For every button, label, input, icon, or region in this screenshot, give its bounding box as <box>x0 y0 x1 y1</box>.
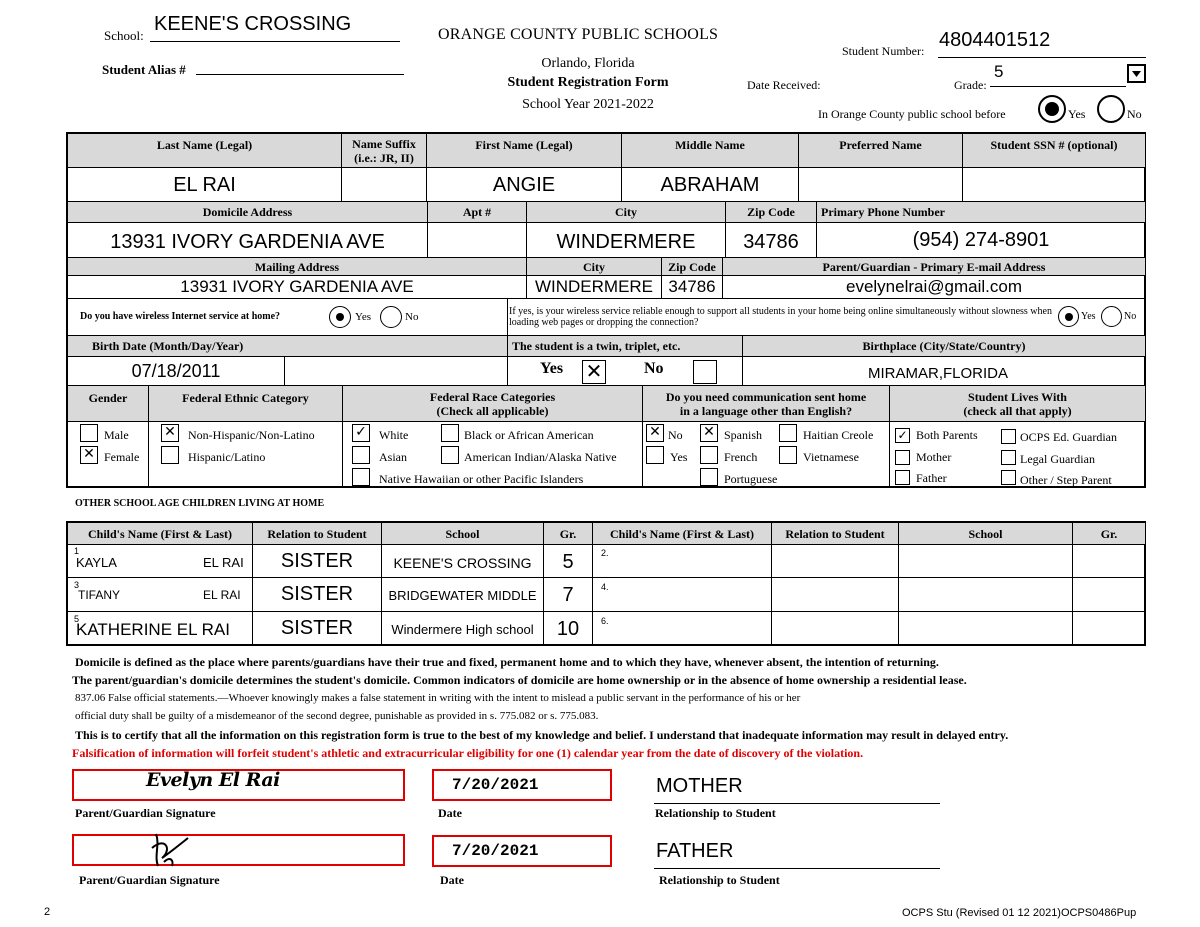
lives-legal-checkbox[interactable] <box>1001 450 1016 465</box>
sib-row1-number: 1 <box>74 546 80 556</box>
lives-father-label: Father <box>916 471 947 485</box>
date-received-label: Date Received: <box>747 78 821 92</box>
sib-row3-name[interactable] <box>67 577 253 612</box>
revision-code: OCPS Stu (Revised 01 12 2021)OCPS0486Pup <box>902 907 1137 919</box>
legal-statute-2: official duty shall be guilty of a misdemeanor of the second degree, punishable as provided in s. 775.082 or s. 775.083. <box>75 710 599 722</box>
header-domicile: Domicile Address <box>67 201 428 223</box>
date-2-label: Date <box>440 873 464 887</box>
relationship-1-label: Relationship to Student <box>655 806 776 820</box>
twin-no-checkbox[interactable] <box>693 360 717 384</box>
race-asian-label: Asian <box>379 450 407 464</box>
last-name-field[interactable]: EL RAI <box>67 167 342 202</box>
sib-row5-first: KATHERINE EL RAI <box>76 620 230 639</box>
apt-field[interactable] <box>427 222 527 258</box>
race-white-checkbox[interactable]: ✓ <box>352 424 370 442</box>
lang-haitian-label: Haitian Creole <box>803 428 874 442</box>
internet-q2-yes-label: Yes <box>1081 311 1096 322</box>
lives-both-checkbox[interactable]: ✓ <box>895 428 910 443</box>
student-number-label: Student Number: <box>842 44 925 58</box>
internet-q1-no-radio[interactable] <box>380 306 402 328</box>
lives-both-label: Both Parents <box>916 428 978 442</box>
signature-field-1[interactable] <box>72 769 405 801</box>
sib-row5-school2[interactable] <box>898 611 1073 646</box>
sib-row1-number2: 2. <box>601 548 609 558</box>
email-field[interactable]: evelynelrai@gmail.com <box>722 275 1146 299</box>
mailing-field[interactable]: 13931 IVORY GARDENIA AVE <box>67 275 527 299</box>
sib-row3-grade[interactable]: 7 <box>543 577 593 612</box>
internet-q2-no-label: No <box>1124 311 1137 322</box>
sib-row1-first: KAYLA <box>76 555 117 570</box>
birthplace-field[interactable]: MIRAMAR,FLORIDA <box>742 356 1146 386</box>
internet-q2-no-radio[interactable] <box>1101 306 1122 327</box>
lang-no-label: No <box>668 428 683 442</box>
grade-label: Grade: <box>954 78 987 92</box>
gender-male-label: Male <box>104 428 129 442</box>
ethnic-hisp-checkbox[interactable] <box>161 446 179 464</box>
sib-row3-number: 3 <box>74 580 80 590</box>
header-ethnic: Federal Ethnic Category <box>148 385 343 422</box>
domicile-field[interactable]: 13931 IVORY GARDENIA AVE <box>67 222 428 258</box>
lives-father-checkbox[interactable] <box>895 470 910 485</box>
lives-ocps-checkbox[interactable] <box>1001 429 1016 444</box>
sib-row1-last: EL RAI <box>203 555 244 570</box>
twin-yes-checkbox[interactable]: ✕ <box>582 360 606 384</box>
prior-ocps-no-label: No <box>1127 107 1142 121</box>
district-name: ORANGE COUNTY PUBLIC SCHOOLS <box>438 26 719 43</box>
sib-row3-first: TIFANY <box>78 588 121 602</box>
mail-city-field[interactable]: WINDERMERE <box>526 275 662 299</box>
sib-row5-grade2[interactable] <box>1072 611 1146 646</box>
suffix-field[interactable] <box>341 167 427 202</box>
signature-1-label: Parent/Guardian Signature <box>75 806 216 820</box>
race-amind-label: American Indian/Alaska Native <box>464 450 617 464</box>
header-twin: The student is a twin, triplet, etc. <box>507 335 743 357</box>
mail-zip-field[interactable]: 34786 <box>661 275 723 299</box>
internet-q1-yes-label: Yes <box>355 311 372 323</box>
signature-field-2[interactable] <box>72 834 405 866</box>
lives-other-label: Other / Step Parent <box>1020 473 1112 487</box>
lives-other-checkbox[interactable] <box>1001 470 1016 485</box>
sib-header-name-1: Child's Name (First & Last) <box>67 522 253 545</box>
sib-row3-school2[interactable] <box>898 577 1073 612</box>
lang-yes-checkbox[interactable] <box>646 446 664 464</box>
lang-vietnamese-label: Vietnamese <box>803 450 859 464</box>
sib-header-school-1: School <box>381 522 544 545</box>
relationship-field-2[interactable]: FATHER <box>656 840 734 862</box>
school-year: School Year 2021-2022 <box>522 97 654 112</box>
internet-q2-text: If yes, is your wireless service reliable enough to support all students in your home being online simultaneously without slowness when loading web pages or dropping the connection? <box>509 306 1052 328</box>
header-mail-zip: Zip Code <box>661 257 723 276</box>
sib-row3-number2: 4. <box>601 582 609 592</box>
sib-row1-name[interactable] <box>67 544 253 578</box>
lives-legal-label: Legal Guardian <box>1020 452 1095 466</box>
district-city: Orlando, Florida <box>541 56 635 71</box>
chevron-down-icon <box>1129 66 1144 81</box>
header-city: City <box>526 201 726 223</box>
school-field[interactable]: KEENE'S CROSSING <box>154 13 352 35</box>
lives-mother-checkbox[interactable] <box>895 450 910 465</box>
ethnic-hisp-label: Hispanic/Latino <box>188 450 266 464</box>
race-white-label: White <box>379 428 409 442</box>
sib-header-school-2: School <box>898 522 1073 545</box>
sib-row4-name[interactable] <box>592 577 772 612</box>
relationship-field-1[interactable]: MOTHER <box>656 775 743 797</box>
form-title: Student Registration Form <box>507 75 669 90</box>
race-subtitle: (Check all applicable) <box>436 404 549 418</box>
sib-row2-name[interactable] <box>592 544 772 578</box>
race-amind-checkbox[interactable] <box>441 446 459 464</box>
lang-no-checkbox[interactable]: ✕ <box>646 424 664 442</box>
signature-2-scribble <box>144 826 204 874</box>
grade-select[interactable]: 5 <box>994 62 1004 81</box>
header-preferred-name: Preferred Name <box>798 133 963 168</box>
sib-row3-school[interactable]: BRIDGEWATER MIDDLE <box>381 577 544 612</box>
sib-row3-grade2[interactable] <box>1072 577 1146 612</box>
birth-date-field[interactable]: 07/18/2011 <box>67 356 285 386</box>
sib-header-grade-2: Gr. <box>1072 522 1146 545</box>
signature-2-label: Parent/Guardian Signature <box>79 873 220 887</box>
sib-row3-relation[interactable]: SISTER <box>252 577 382 612</box>
prior-ocps-label: In Orange County public school before <box>818 107 1006 121</box>
header-language <box>642 385 890 422</box>
lives-title: Student Lives With <box>968 390 1067 404</box>
student-number-field[interactable]: 4804401512 <box>939 29 1051 51</box>
header-ssn: Student SSN # (optional) <box>962 133 1146 168</box>
page-number: 2 <box>44 906 51 918</box>
relationship-1-underline <box>654 803 940 804</box>
internet-q1-yes-radio[interactable] <box>329 306 351 328</box>
zip-field[interactable]: 34786 <box>725 222 817 258</box>
legal-falsification-warning: Falsification of information will forfeit student's athletic and extracurricular eligibility for one (1) calendar year from the date of discovery of the violation. <box>72 746 864 760</box>
lang-yes-label: Yes <box>670 450 688 464</box>
header-email: Parent/Guardian - Primary E-mail Address <box>722 257 1146 276</box>
prior-ocps-no-radio[interactable] <box>1097 95 1125 123</box>
race-asian-checkbox[interactable] <box>352 446 370 464</box>
sib-row1-school2[interactable] <box>898 544 1073 578</box>
sib-header-name-2: Child's Name (First & Last) <box>592 522 772 545</box>
lives-subtitle: (check all that apply) <box>963 404 1072 418</box>
sib-row1-grade[interactable]: 5 <box>543 544 593 578</box>
sib-row5-relation2[interactable] <box>771 611 899 646</box>
sib-row5-name[interactable] <box>67 611 253 646</box>
sib-row5-relation[interactable]: SISTER <box>252 611 382 646</box>
lang-vietnamese-checkbox[interactable] <box>779 446 797 464</box>
lang-portuguese-checkbox[interactable] <box>700 468 718 486</box>
sib-header-grade-1: Gr. <box>543 522 593 545</box>
sib-header-relation-1: Relation to Student <box>252 522 382 545</box>
header-phone: Primary Phone Number <box>816 201 1146 223</box>
lang-french-label: French <box>724 450 758 464</box>
lang-spanish-label: Spanish <box>724 428 763 442</box>
siblings-title: OTHER SCHOOL AGE CHILDREN LIVING AT HOME <box>75 498 325 509</box>
lang-haitian-checkbox[interactable] <box>779 424 797 442</box>
sib-header-relation-2: Relation to Student <box>771 522 899 545</box>
date-1-label: Date <box>438 806 462 820</box>
header-middle-name: Middle Name <box>621 133 799 168</box>
lang-spanish-checkbox[interactable]: ✕ <box>700 424 718 442</box>
birth-date-extra <box>284 356 508 386</box>
header-race <box>342 385 643 422</box>
alias-label: Student Alias # <box>102 62 186 77</box>
date-field-1[interactable]: 7/20/2021 <box>432 769 612 801</box>
signature-1-handwriting: Evelyn El Rai <box>146 769 280 791</box>
header-mailing: Mailing Address <box>67 257 527 276</box>
race-nhpi-checkbox[interactable] <box>352 468 370 486</box>
city-field[interactable]: WINDERMERE <box>526 222 726 258</box>
prior-ocps-yes-radio[interactable] <box>1038 95 1066 123</box>
sib-row3-last: EL RAI <box>203 588 241 602</box>
gender-female-label: Female <box>104 450 140 464</box>
race-title: Federal Race Categories <box>429 390 556 404</box>
legal-domicile-def: Domicile is defined as the place where parents/guardians have their true and fixed, permanent home and to which they have, whenever absent, the intention of returning. <box>75 655 939 669</box>
header-lives-with <box>889 385 1146 422</box>
ethnic-nonhisp-label: Non-Hispanic/Non-Latino <box>188 428 315 442</box>
header-gender: Gender <box>67 385 149 422</box>
header-zip: Zip Code <box>725 201 817 223</box>
legal-certify: This is to certify that all the information on this registration form is true to the best of my knowledge and belief. I understand that inadequate information may result in delayed entry. <box>75 728 1009 742</box>
language-title: Do you need communication sent home <box>665 390 867 404</box>
sib-row1-grade2[interactable] <box>1072 544 1146 578</box>
grade-underline <box>990 86 1126 87</box>
date-field-2[interactable]: 7/20/2021 <box>432 835 612 867</box>
lang-french-checkbox[interactable] <box>700 446 718 464</box>
relationship-2-underline <box>654 868 940 869</box>
sib-row1-relation2[interactable] <box>771 544 899 578</box>
student-number-underline <box>938 57 1146 58</box>
gender-male-checkbox[interactable] <box>80 424 98 442</box>
header-suffix: Name Suffix (i.e.: JR, II) <box>341 133 427 168</box>
header-last-name: Last Name (Legal) <box>67 133 342 168</box>
school-label: School: <box>104 28 144 43</box>
header-mail-city: City <box>526 257 662 276</box>
race-black-checkbox[interactable] <box>441 424 459 442</box>
legal-statute-1: 837.06 False official statements.—Whoever knowingly makes a false statement in writing with the intent to mislead a public servant in the performance of his or her <box>75 692 801 704</box>
lives-ocps-label: OCPS Ed. Guardian <box>1020 430 1117 444</box>
sib-row3-relation2[interactable] <box>771 577 899 612</box>
lang-portuguese-label: Portuguese <box>724 472 778 486</box>
lives-mother-label: Mother <box>916 450 952 464</box>
legal-domicile-indicators: The parent/guardian's domicile determines the student's domicile. Common indicators of domicile are home ownership or in the absence of home ownership a residential lease. <box>72 673 967 687</box>
gender-female-checkbox[interactable]: ✕ <box>80 446 98 464</box>
school-underline <box>150 41 400 42</box>
header-birthplace: Birthplace (City/State/Country) <box>742 335 1146 357</box>
internet-q1-no-label: No <box>405 311 419 323</box>
internet-q2-yes-radio[interactable] <box>1058 306 1079 327</box>
prior-ocps-yes-label: Yes <box>1068 107 1086 121</box>
middle-name-field[interactable]: ABRAHAM <box>621 167 799 202</box>
relationship-2-label: Relationship to Student <box>659 873 780 887</box>
sib-row1-relation[interactable]: SISTER <box>252 544 382 578</box>
sib-row5-school[interactable]: Windermere High school <box>381 611 544 646</box>
phone-field[interactable]: (954) 274-8901 <box>816 222 1146 258</box>
ethnic-nonhisp-checkbox[interactable]: ✕ <box>161 424 179 442</box>
race-nhpi-label: Native Hawaiian or other Pacific Islanders <box>379 472 584 486</box>
first-name-field[interactable]: ANGIE <box>426 167 622 202</box>
twin-yes-label: Yes <box>540 360 564 377</box>
race-black-label: Black or African American <box>464 428 594 442</box>
header-first-name: First Name (Legal) <box>426 133 622 168</box>
twin-no-label: No <box>644 360 664 377</box>
sib-row5-grade[interactable]: 10 <box>543 611 593 646</box>
header-apt: Apt # <box>427 201 527 223</box>
sib-row1-school[interactable]: KEENE'S CROSSING <box>381 544 544 578</box>
sib-row5-number: 5 <box>74 614 80 624</box>
language-subtitle: in a language other than English? <box>679 404 853 418</box>
ssn-field[interactable] <box>962 167 1146 202</box>
preferred-name-field[interactable] <box>798 167 963 202</box>
sib-row6-name[interactable] <box>592 611 772 646</box>
header-birth-date: Birth Date (Month/Day/Year) <box>67 335 508 357</box>
alias-field[interactable] <box>196 74 404 75</box>
sib-row5-number2: 6. <box>601 616 609 626</box>
internet-q1-text: Do you have wireless Internet service at home? <box>80 311 281 322</box>
grade-dropdown-button[interactable] <box>1127 64 1146 83</box>
